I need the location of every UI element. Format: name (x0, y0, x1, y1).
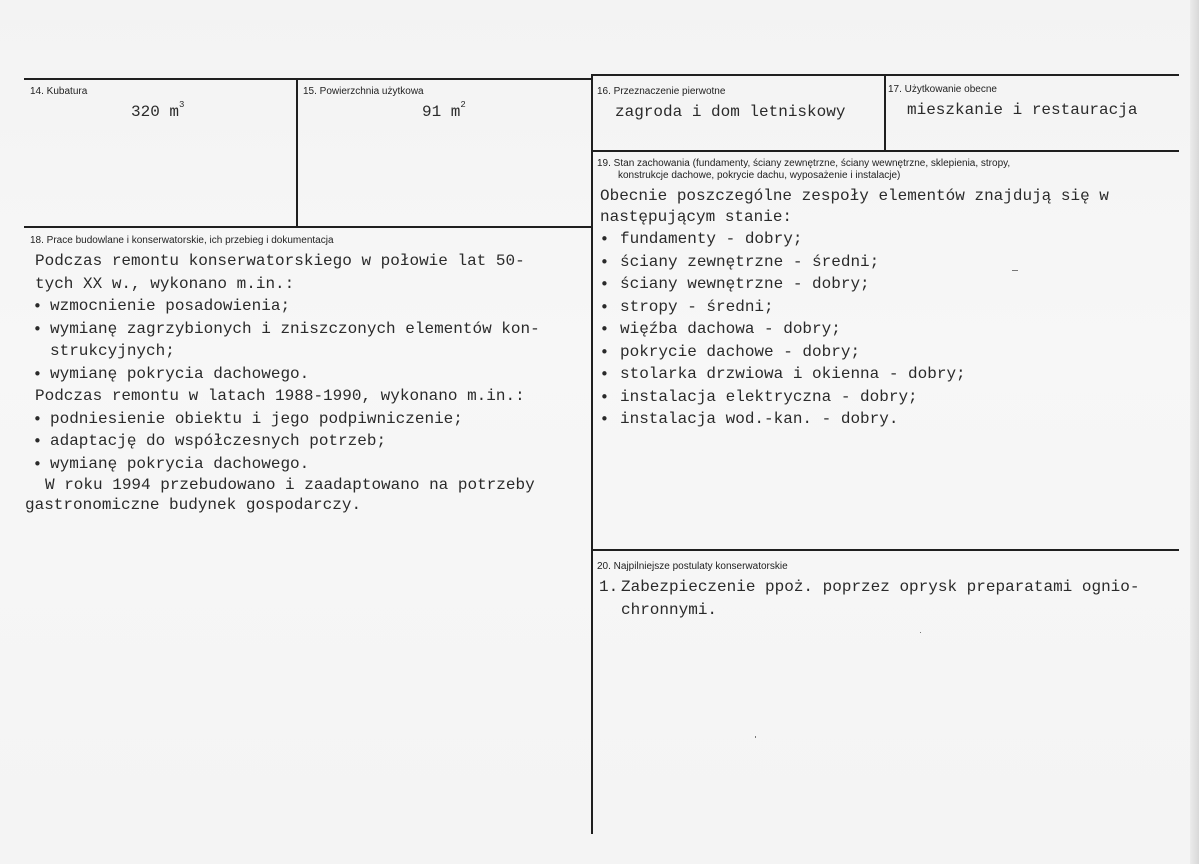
field-19-label-line-1: 19. Stan zachowania (fundamenty, ściany zewnętrzne, ściany wewnętrzne, sklepienia, stropy, (597, 158, 1011, 169)
divider-main (591, 75, 593, 834)
scan-speck (755, 736, 756, 738)
row-divider-18 (24, 226, 591, 228)
scan-speck (1012, 270, 1018, 271)
list-item: • stolarka drzwiowa i okienna - dobry; (600, 363, 1180, 386)
scan-speck (920, 632, 921, 633)
field-15-unit-exponent: 2 (460, 100, 466, 110)
field-20-content (599, 576, 1174, 621)
postulate-text-line-1: Zabezpieczenie ppoż. poprzez oprysk preparatami ognio- (621, 578, 1140, 596)
list-item: • stropy - średni; (600, 296, 1180, 319)
list-item: • wymianę zagrzybionych i zniszczonych elementów kon- (33, 318, 585, 341)
field-18-intro-2: Podczas remontu w latach 1988-1990, wykonano m.in.: (35, 387, 525, 405)
row-divider-19 (591, 150, 1179, 152)
field-18-intro-1b: tych XX w., wykonano m.in.: (35, 274, 295, 293)
list-item: • pokrycie dachowe - dobry; (600, 341, 1180, 364)
card-edge (1190, 0, 1199, 864)
postulate-text-line-2: chronnymi. (621, 600, 718, 619)
divider-14-15 (296, 79, 298, 227)
field-14-value (131, 100, 185, 121)
field-18-list-2 (25, 408, 585, 476)
field-17-label: 17. Użytkowanie obecne (888, 84, 997, 95)
field-18-closing-2: gastronomiczne budynek gospodarczy. (25, 496, 362, 514)
row-divider-20 (591, 549, 1179, 551)
field-15-label: 15. Powierzchnia użytkowa (303, 86, 424, 97)
postulate-item (599, 576, 1174, 599)
field-19-condition-list (600, 228, 1180, 431)
field-18-label: 18. Prace budowlane i konserwatorskie, ich przebieg i dokumentacja (30, 235, 334, 246)
list-item: • wymianę pokrycia dachowego. (33, 453, 585, 476)
field-18-list-1 (25, 295, 585, 385)
field-18-intro-1: Podczas remontu konserwatorskiego w połowie lat 50- (35, 252, 525, 270)
list-item: • wzmocnienie posadowienia; (33, 295, 585, 318)
list-item: • instalacja wod.-kan. - dobry. (600, 408, 1180, 431)
list-item: • instalacja elektryczna - dobry; (600, 386, 1180, 409)
list-item: • fundamenty - dobry; (600, 228, 1180, 251)
list-item: • adaptację do współczesnych potrzeb; (33, 430, 585, 453)
list-item-continuation: strukcyjnych; (50, 342, 175, 360)
field-14-number: 320 m (131, 103, 180, 121)
list-item: • ściany wewnętrzne - dobry; (600, 273, 1180, 296)
field-19-intro-1: Obecnie poszczególne zespoły elementów znajdują się w (600, 187, 1109, 205)
list-item: • więźba dachowa - dobry; (600, 318, 1180, 341)
field-16-label: 16. Przeznaczenie pierwotne (597, 86, 726, 97)
postulate-number: 1. (599, 578, 619, 596)
field-19-intro-2: następującym stanie: (600, 208, 793, 226)
field-20-label: 20. Najpilniejsze postulaty konserwatorskie (597, 561, 788, 572)
field-16-value: zagroda i dom letniskowy (615, 103, 846, 121)
field-19-content (600, 186, 1180, 431)
list-item: • podniesienie obiektu i jego podpiwniczenie; (33, 408, 585, 431)
field-18-content (25, 250, 585, 515)
field-15-number: 91 m (422, 103, 461, 121)
field-19-label-line-2: konstrukcje dachowe, pokrycie dachu, wyposażenie i instalacje) (618, 170, 901, 181)
field-17-value: mieszkanie i restauracja (907, 101, 1138, 119)
field-15-value (422, 100, 466, 121)
list-item: • wymianę pokrycia dachowego. (33, 363, 585, 386)
top-border-left (24, 78, 591, 80)
list-item: • ściany zewnętrzne - średni; (600, 251, 1180, 274)
postulate-item-continuation (599, 599, 1174, 622)
field-18-closing-1: W roku 1994 przebudowano i zaadaptowano na potrzeby (45, 476, 535, 494)
field-14-label: 14. Kubatura (30, 86, 88, 97)
field-14-unit-exponent: 3 (179, 100, 185, 110)
divider-16-17 (884, 75, 886, 152)
